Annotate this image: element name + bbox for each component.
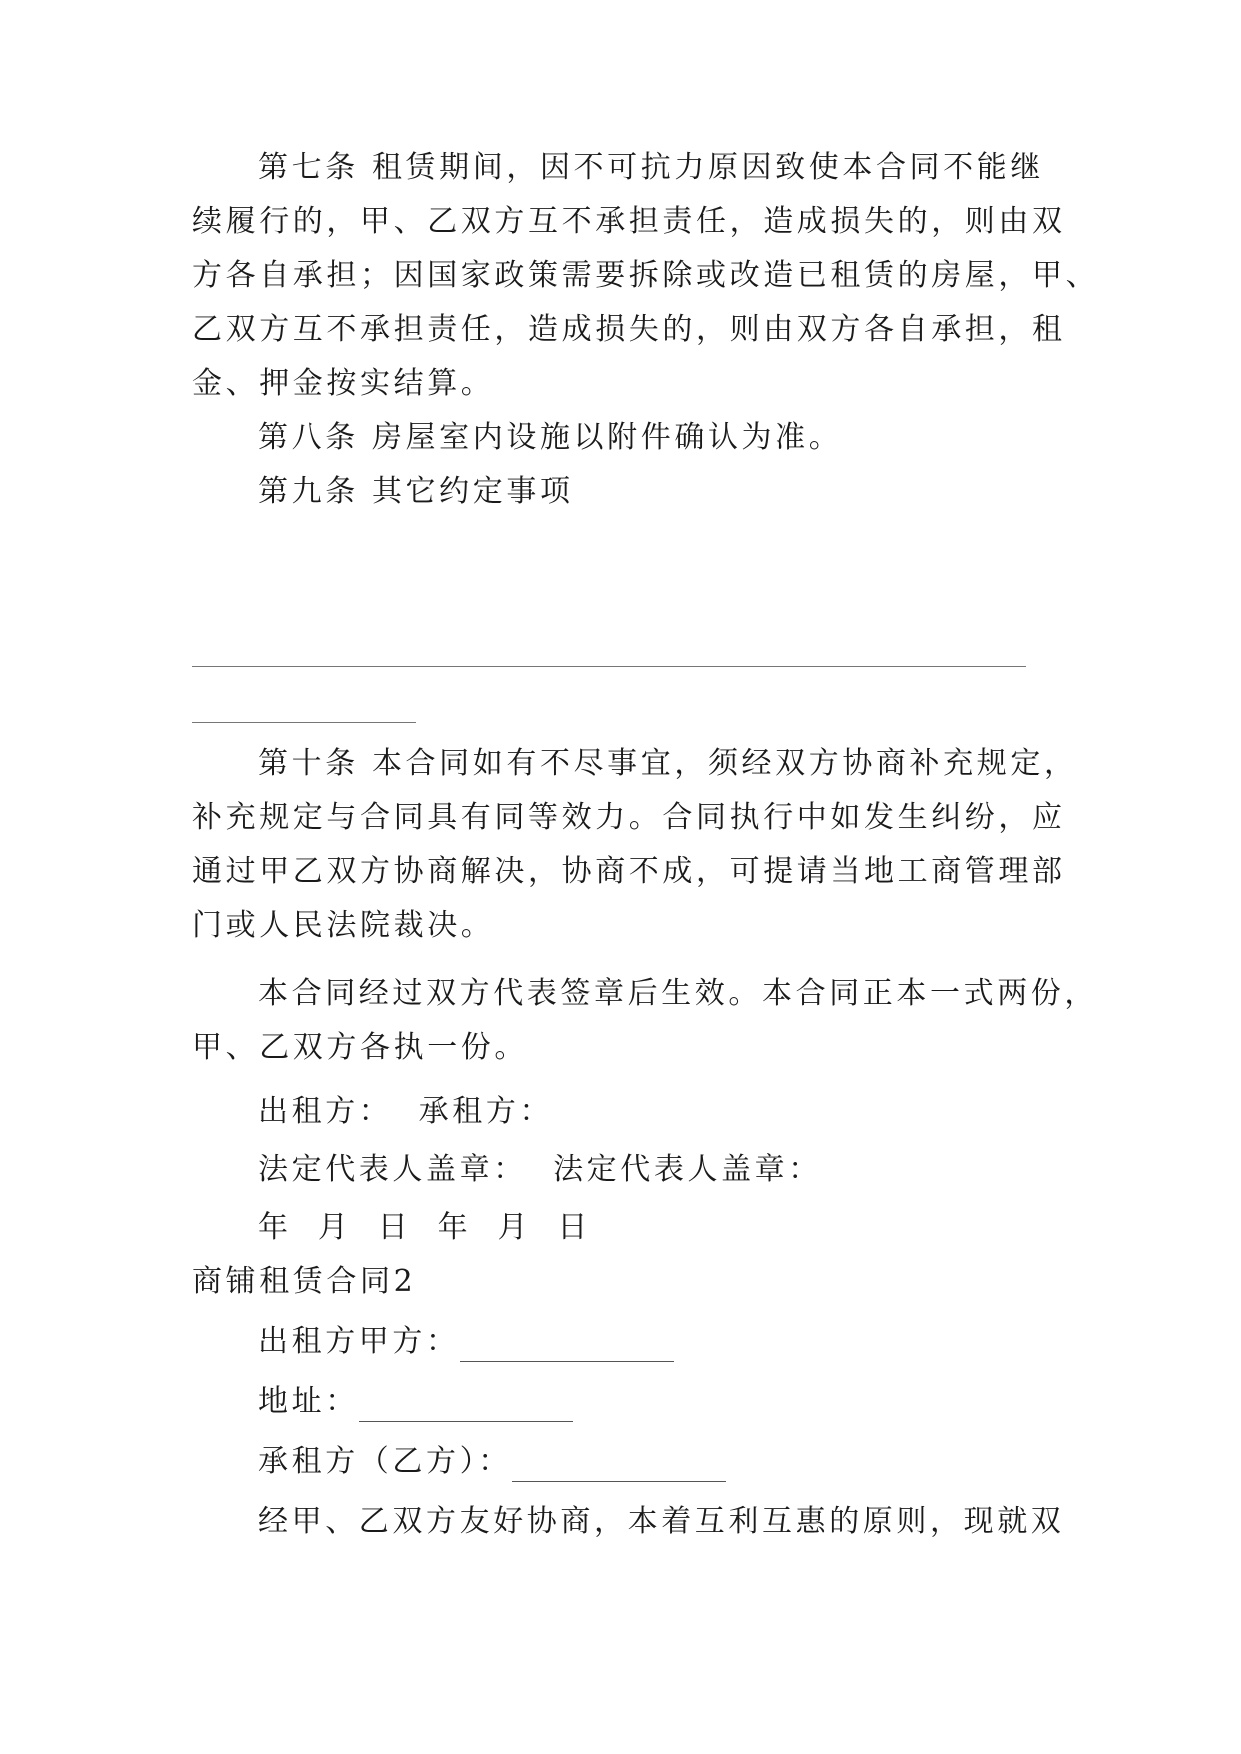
article-7-line-2: 续履行的，甲、乙双方互不承担责任，造成损失的，则由双 — [192, 204, 1066, 239]
fill-in-rule-short — [192, 722, 416, 723]
address-label: 地址： — [258, 1384, 359, 1419]
signature-parties: 出租方： 承租方： — [258, 1094, 554, 1129]
lessor-label: 出租方甲方： — [258, 1324, 460, 1359]
article-10-line-4: 门或人民法院裁决。 — [192, 908, 495, 943]
signature-dates: 年 月 日 年 月 日 — [258, 1210, 591, 1245]
lessor-field — [258, 1322, 1138, 1362]
address-field — [258, 1382, 1138, 1422]
address-blank[interactable] — [359, 1391, 573, 1422]
article-8-heading: 第八条 — [258, 420, 359, 455]
article-7-heading: 第七条 — [258, 150, 359, 185]
article-7-line-3: 方各自承担；因国家政策需要拆除或改造已租赁的房屋，甲、 — [192, 258, 1100, 293]
article-9-heading: 第九条 — [258, 474, 359, 509]
signature-stamps: 法定代表人盖章： 法定代表人盖章： — [258, 1152, 822, 1187]
effect-line-1: 本合同经过双方代表签章后生效。本合同正本一式两份， — [258, 976, 1098, 1011]
contract-2-title: 商铺租赁合同2 — [192, 1264, 417, 1299]
lessor-blank[interactable] — [460, 1331, 674, 1362]
article-9: 第九条 其它约定事项 — [258, 474, 574, 509]
lessee-label: 承租方（乙方）： — [258, 1444, 512, 1479]
article-10-line-3: 通过甲乙双方协商解决，协商不成，可提请当地工商管理部 — [192, 854, 1066, 889]
article-10-heading: 第十条 — [258, 746, 359, 781]
contract-2-intro: 经甲、乙双方友好协商，本着互利互惠的原则，现就双 — [258, 1504, 1065, 1539]
lessee-field — [258, 1442, 1138, 1482]
article-10-line-2: 补充规定与合同具有同等效力。合同执行中如发生纠纷，应 — [192, 800, 1066, 835]
article-10-line-1: 第十条 本合同如有不尽事宜，须经双方协商补充规定， — [258, 746, 1078, 781]
article-7-line-5: 金、押金按实结算。 — [192, 366, 495, 401]
article-7-line-1: 第七条 租赁期间，因不可抗力原因致使本合同不能继 — [258, 150, 1044, 185]
fill-in-rule-long — [192, 666, 1026, 667]
lessee-blank[interactable] — [512, 1451, 726, 1482]
effect-line-2: 甲、乙双方各执一份。 — [192, 1030, 528, 1065]
article-7-line-4: 乙双方互不承担责任，造成损失的，则由双方各自承担，租 — [192, 312, 1066, 347]
article-8: 第八条 房屋室内设施以附件确认为准。 — [258, 420, 843, 455]
